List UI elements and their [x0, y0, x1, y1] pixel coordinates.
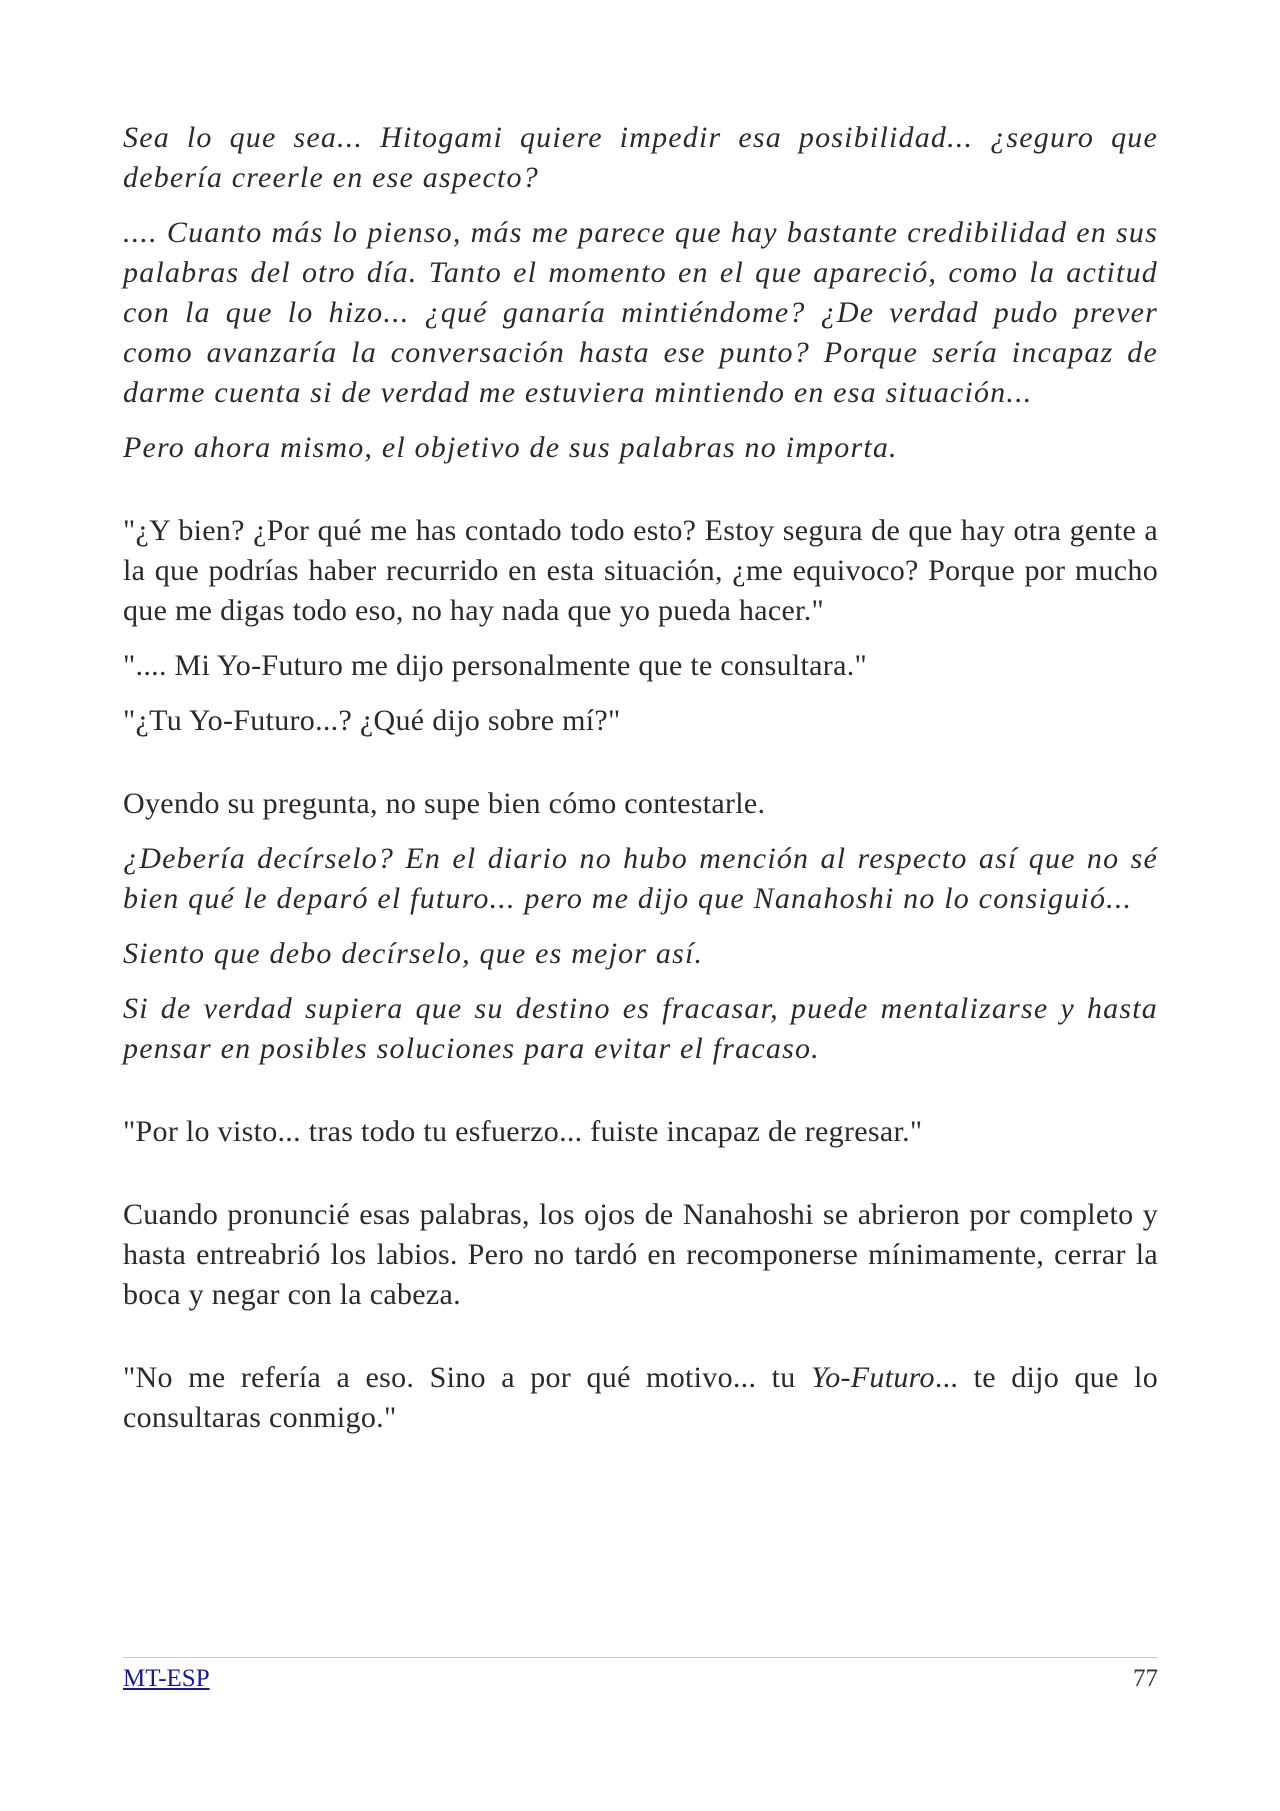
paragraph-5: ".... Mi Yo-Futuro me dijo personalmente que te consultara." — [123, 649, 868, 682]
page-footer — [123, 1657, 1158, 1696]
paragraph-1: Sea lo que sea... Hitogami quiere impedir esa posibilidad... ¿seguro que debería creerle en ese aspecto? — [123, 121, 1158, 194]
paragraph-13 — [123, 1358, 1158, 1438]
paragraph-13-emphasis: Yo-Futuro — [810, 1361, 935, 1394]
paragraph-9: Siento que debo decírselo, que es mejor así. — [123, 937, 704, 970]
paragraph-13-part-1: "No me refería a eso. Sino a por qué motivo... tu — [123, 1361, 811, 1394]
paragraph-10: Si de verdad supiera que su destino es fracasar, puede mentalizarse y hasta pensar en posibles soluciones para evitar el fracaso. — [123, 992, 1158, 1065]
paragraph-4: "¿Y bien? ¿Por qué me has contado todo esto? Estoy segura de que hay otra gente a la que podrías haber recurrido en esta situación, ¿me equivoco? Porque por mucho que me digas todo eso, no hay nada que yo pueda hacer." — [123, 514, 1158, 627]
paragraph-12: Cuando pronuncié esas palabras, los ojos de Nanahoshi se abrieron por completo y hasta entreabrió los labios. Pero no tardó en recomponerse mínimamente, cerrar la boca y negar con la cabeza. — [123, 1198, 1158, 1311]
paragraph-13-part-2: ... te dijo que lo consultaras conmigo." — [123, 1361, 1158, 1434]
page-number: 77 — [1133, 1665, 1158, 1692]
page-body — [123, 118, 1158, 1438]
paragraph-8: ¿Debería decírselo? En el diario no hubo mención al respecto así que no sé bien qué le deparó el futuro... pero me dijo que Nanahoshi no lo consiguió... — [123, 842, 1158, 915]
footer-link[interactable]: MT-ESP — [123, 1665, 210, 1692]
paragraph-2: .... Cuanto más lo pienso, más me parece que hay bastante credibilidad en sus palabras del otro día. Tanto el momento en el que apareció, como la actitud con la que lo hizo... ¿qué ganaría mintiéndome? ¿De verdad pudo prever como avanzaría la conversación hasta ese punto? Porque sería incapaz de darme cuenta si de verdad me estuviera mintiendo en esa situación... — [123, 216, 1158, 409]
paragraph-7: Oyendo su pregunta, no supe bien cómo contestarle. — [123, 787, 766, 820]
paragraph-6: "¿Tu Yo-Futuro...? ¿Qué dijo sobre mí?" — [123, 704, 621, 737]
paragraph-3: Pero ahora mismo, el objetivo de sus palabras no importa. — [123, 431, 898, 464]
paragraph-11: "Por lo visto... tras todo tu esfuerzo... fuiste incapaz de regresar." — [123, 1115, 923, 1148]
